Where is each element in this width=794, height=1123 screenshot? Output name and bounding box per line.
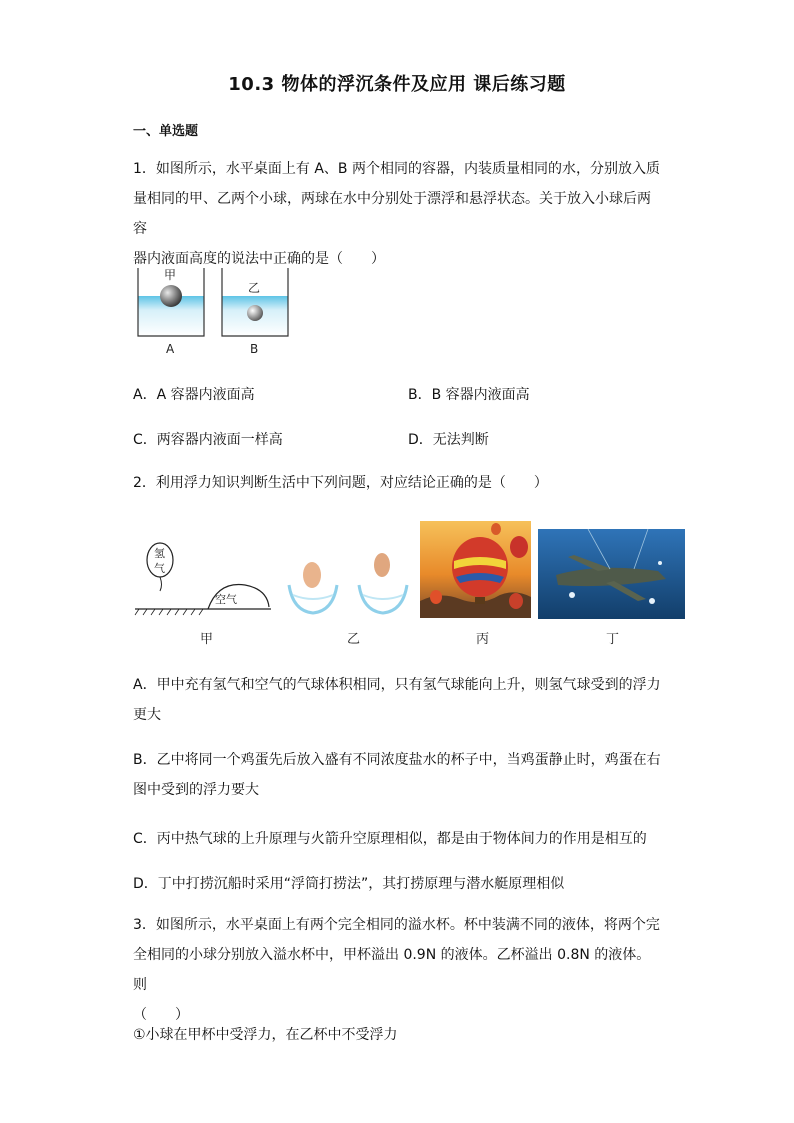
figure-ding bbox=[538, 529, 685, 619]
question-2-stem: 2．利用浮力知识判断生活中下列问题，对应结论正确的是（ ） bbox=[133, 475, 548, 491]
question-1-option-c: C．两容器内液面一样高 bbox=[133, 432, 283, 448]
question-2-option-b-line-2: 图中受到的浮力要大 bbox=[133, 782, 259, 798]
question-3-line-3: （ ） bbox=[133, 1007, 189, 1023]
egg-cup-left bbox=[289, 562, 337, 613]
ball-yi-label: 乙 bbox=[248, 281, 261, 295]
question-2-option-c: C．丙中热气球的上升原理与火箭升空原理相似，都是由于物体间力的作用是相互的 bbox=[133, 831, 647, 847]
container-b-label: B bbox=[250, 342, 259, 356]
hydrogen-label-1: 氢 bbox=[154, 547, 165, 560]
figure-bing bbox=[420, 521, 531, 618]
page-title: 10.3 物体的浮沉条件及应用 课后练习题 bbox=[228, 74, 566, 95]
figure-yi-label: 乙 bbox=[347, 632, 361, 647]
question-1-option-d: D．无法判断 bbox=[408, 432, 489, 448]
question-1-stem bbox=[133, 154, 663, 274]
question-2-option-a-line-2: 更大 bbox=[133, 707, 161, 723]
ball-jia-label: 甲 bbox=[164, 268, 177, 282]
question-3-line-1: 3．如图所示，水平桌面上有两个完全相同的溢水杯。杯中装满不同的液体，将两个完 bbox=[133, 917, 660, 933]
section-heading: 一、单选题 bbox=[133, 124, 199, 139]
figure-bing-label: 丙 bbox=[476, 632, 490, 647]
question-1-line-3: 器内液面高度的说法中正确的是（ ） bbox=[133, 251, 385, 267]
egg-cup-right bbox=[359, 553, 407, 613]
egg-right bbox=[374, 553, 390, 577]
question-2-option-b bbox=[133, 745, 663, 805]
question-2-option-d: D．丁中打捞沉船时采用“浮筒打捞法”，其打捞原理与潜水艇原理相似 bbox=[133, 876, 565, 892]
question-3-stem bbox=[133, 910, 663, 1030]
figure-jia-label: 甲 bbox=[200, 632, 214, 647]
question-3-line-2: 全相同的小球分别放入溢水杯中，甲杯溢出 0.9N 的液体。乙杯溢出 0.8N 的液体。则 bbox=[133, 947, 651, 993]
question-1-line-1: 1．如图所示，水平桌面上有 A、B 两个相同的容器，内装质量相同的水，分别放入质 bbox=[133, 161, 660, 177]
container-a-label: A bbox=[166, 342, 175, 356]
figure-ding-label: 丁 bbox=[606, 632, 620, 647]
question-2-option-a-line-1: A．甲中充有氢气和空气的气球体积相同，只有氢气球能向上升，则氢气球受到的浮力 bbox=[133, 677, 661, 693]
figure-yi bbox=[283, 545, 413, 620]
hydrogen-label-2: 气 bbox=[154, 562, 165, 575]
question-1-option-b: B．B 容器内液面高 bbox=[408, 387, 530, 403]
air-label: 空气 bbox=[215, 593, 237, 606]
question-2-option-a bbox=[133, 670, 663, 730]
ball-yi bbox=[247, 305, 263, 321]
ball-jia bbox=[160, 285, 182, 307]
question-3-item-1: ①小球在甲杯中受浮力，在乙杯中不受浮力 bbox=[133, 1027, 398, 1043]
question-2-option-b-line-1: B．乙中将同一个鸡蛋先后放入盛有不同浓度盐水的杯子中，当鸡蛋静止时，鸡蛋在右 bbox=[133, 752, 661, 768]
question-1-line-2: 量相同的甲、乙两个小球，两球在水中分别处于漂浮和悬浮状态。关于放入小球后两容 bbox=[133, 191, 651, 237]
question-1-figure bbox=[133, 262, 293, 357]
question-1-option-a: A．A 容器内液面高 bbox=[133, 387, 255, 403]
egg-left bbox=[303, 562, 321, 588]
